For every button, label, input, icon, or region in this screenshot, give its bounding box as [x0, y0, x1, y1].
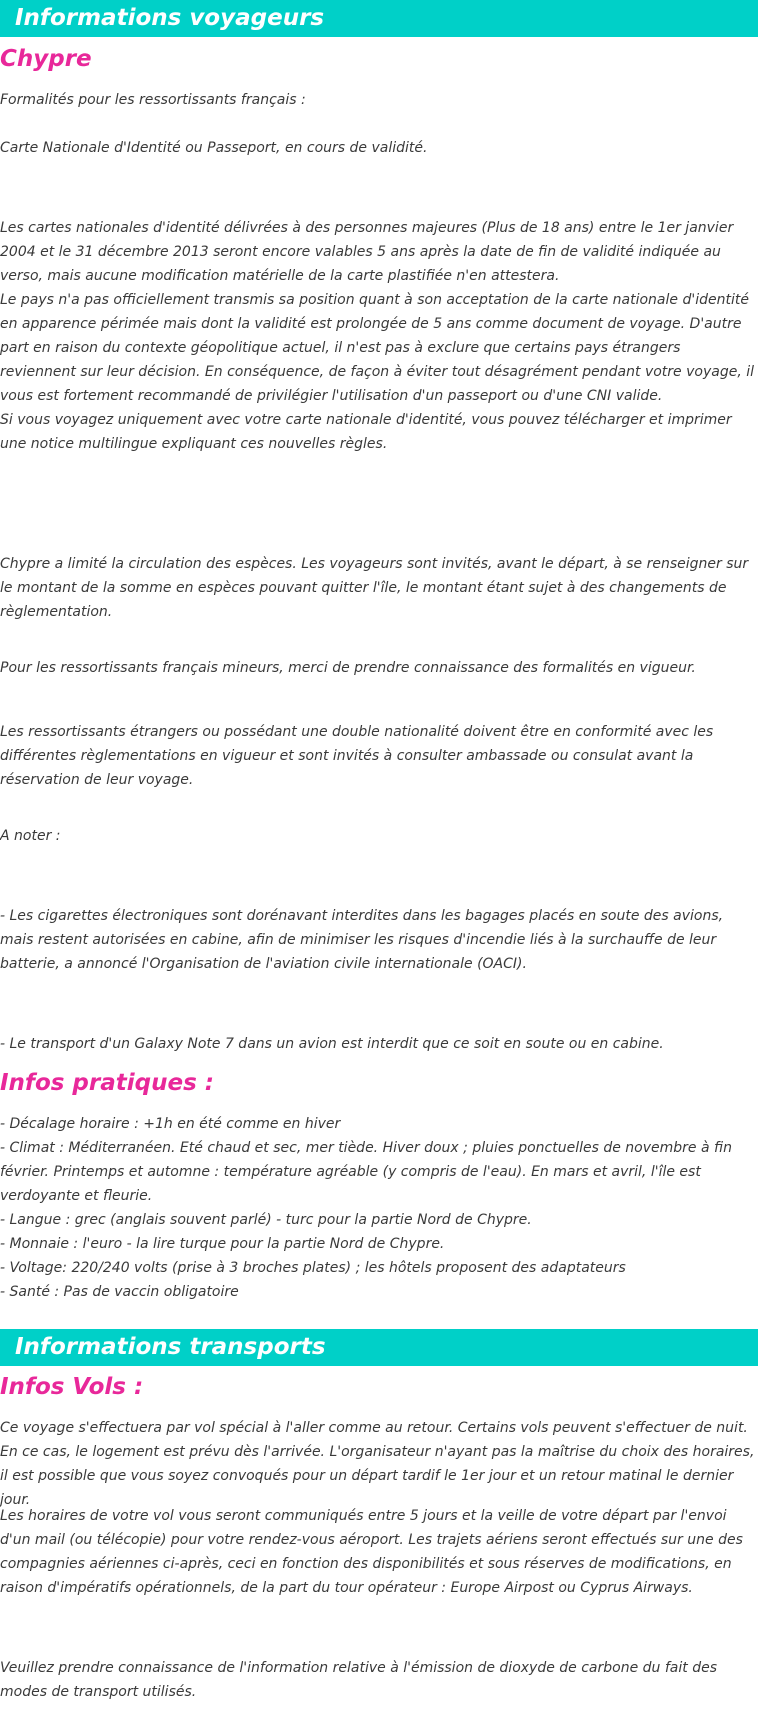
co2-emission-paragraph: Veuillez prendre connaissance de l'information relative à l'émission de dioxyde de carbone du fait des modes de transport utilisés. [0, 1660, 717, 1700]
transport-info-banner: Informations transports [0, 1329, 758, 1366]
ecigarette-paragraph: - Les cigarettes électroniques sont dorénavant interdites dans les bagages placés en soute des avions, mais restent autorisées en cabine, afin de minimiser les risques d'incendie liés à la surchauffe de leur batterie, a annoncé l'Organisation de l'aviation civile internationale (OACI). [0, 908, 724, 972]
flight-info-heading: Infos Vols : [0, 1374, 144, 1400]
formalities-intro: Formalités pour les ressortissants français : [0, 92, 306, 108]
note-label: A noter : [0, 828, 61, 844]
travelers-info-banner: Informations voyageurs [0, 0, 758, 37]
practical-info-heading: Infos pratiques : [0, 1070, 214, 1096]
flight-paragraph-2: Les horaires de votre vol vous seront communiqués entre 5 jours et la veille de votre départ par l'envoi d'un mail (ou télécopie) pour votre rendez-vous aéroport. Les trajets aériens seront effectués sur une des compagnies aériennes ci-après, ceci en fonction des disponibilités et sous réserves de modifications, en raison d'impératifs opérationnels, de la part du tour opérateur : Europe Airpost ou Cyprus Airways. [0, 1508, 743, 1596]
id-documents-text: Carte Nationale d'Identité ou Passeport, en cours de validité. [0, 140, 428, 156]
country-heading: Chypre [0, 46, 92, 72]
galaxy-note-paragraph: - Le transport d'un Galaxy Note 7 dans un avion est interdit que ce soit en soute ou en cabine. [0, 1036, 664, 1052]
cash-restriction-paragraph: Chypre a limité la circulation des espèces. Les voyageurs sont invités, avant le départ, à se renseigner sur le montant de la somme en espèces pouvant quitter l'île, le montant étant sujet à des changements de règlementation. [0, 556, 749, 620]
cni-validity-paragraph: Les cartes nationales d'identité délivrées à des personnes majeures (Plus de 18 ans) entre le 1er janvier 2004 et le 31 décembre 2013 seront encore valables 5 ans après la date de fin de validité indiquée au verso, mais aucune modification matérielle de la carte plastifiée n'en attestera. Le pays n'a pas officiellement transmis sa position quant à son acceptation de la carte nationale d'identité en apparence périmée mais dont la validité est prolongée de 5 ans comme document de voyage. D'autre part en raison du contexte géopolitique actuel, il n'est pas à exclure que certains pays étrangers reviennent sur leur décision. En conséquence, de façon à éviter tout désagrément pendant votre voyage, il vous est fortement recommandé de privilégier l'utilisation d'un passeport ou d'une CNI valide. Si vous voyagez uniquement avec votre carte nationale d'identité, vous pouvez télécharger et imprimer une notice multilingue expliquant ces nouvelles règles. [0, 220, 754, 452]
practical-info-list: - Décalage horaire : +1h en été comme en hiver - Climat : Méditerranéen. Eté chaud et sec, mer tiède. Hiver doux ; pluies ponctuelles de novembre à fin février. Printemps et automne : température agréable (y compris de l'eau). En mars et avril, l'île est verdoyante et fleurie. - Langue : grec (anglais souvent parlé) - turc pour la partie Nord de Chypre. - Monnaie : l'euro - la lire turque pour la partie Nord de Chypre. - Voltage: 220/240 volts (prise à 3 broches plates) ; les hôtels proposent des adaptateurs - Santé : Pas de vaccin obligatoire [0, 1116, 732, 1300]
minors-paragraph: Pour les ressortissants français mineurs, merci de prendre connaissance des formalités en vigueur. [0, 660, 696, 676]
flight-paragraph-1: Ce voyage s'effectuera par vol spécial à l'aller comme au retour. Certains vols peuvent s'effectuer de nuit. En ce cas, le logement est prévu dès l'arrivée. L'organisateur n'ayant pas la maîtrise du choix des horaires, il est possible que vous soyez convoqués pour un départ tardif le 1er jour et un retour matinal le dernier jour. [0, 1420, 755, 1508]
foreigners-paragraph: Les ressortissants étrangers ou possédant une double nationalité doivent être en conformité avec les différentes règlementations en vigueur et sont invités à consulter ambassade ou consulat avant la réservation de leur voyage. [0, 724, 714, 788]
